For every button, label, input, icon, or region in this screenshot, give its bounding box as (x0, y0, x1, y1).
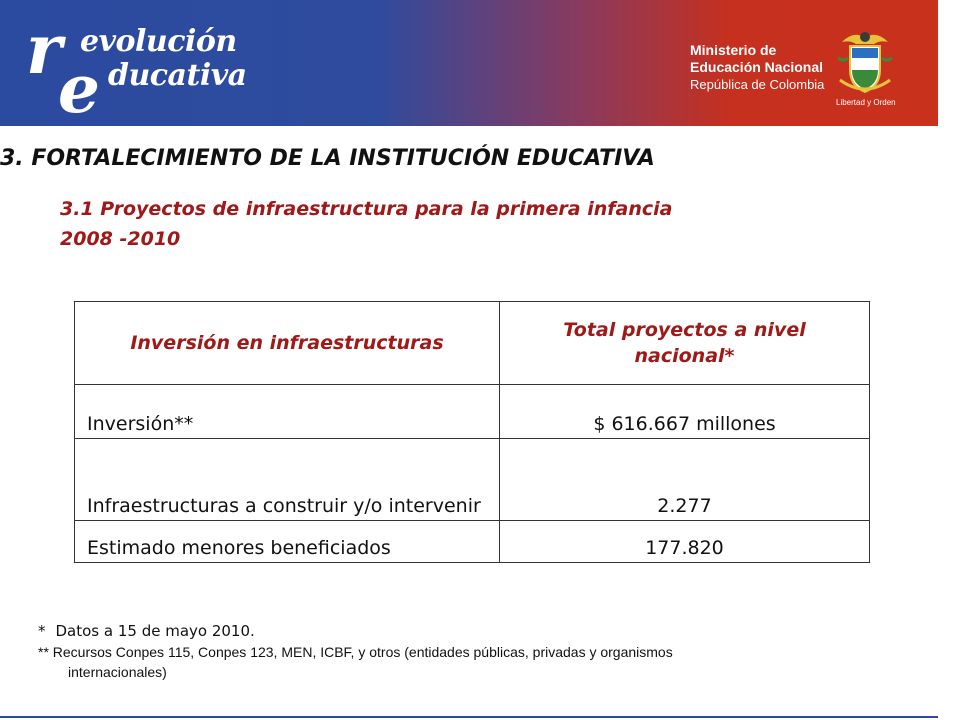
footnote-star: * (38, 622, 46, 640)
subtitle-line-2: 2008 -2010 (60, 228, 181, 250)
ministry-name (690, 42, 824, 93)
row-value: 177.820 (500, 521, 870, 563)
ministry-line-2: Educación Nacional (690, 59, 824, 75)
row-value: $ 616.667 millones (500, 385, 870, 439)
logo-letter-e: e (58, 50, 100, 128)
revolucion-educativa-logo (26, 10, 256, 128)
row-value: 2.277 (500, 439, 870, 521)
ministry-line-1: Ministerio de (690, 42, 777, 58)
bottom-rule (0, 716, 938, 718)
header-national-total: Total proyectos a nivel nacional* (500, 302, 870, 385)
row-label: Estimado menores beneficiados (75, 521, 500, 563)
header-investment: Inversión en infraestructuras (75, 302, 500, 385)
row-label: Infraestructuras a construir y/o intervenir (75, 439, 500, 521)
section-subtitle (60, 194, 860, 254)
table-row (75, 385, 870, 439)
logo-word-educativa: ducativa (108, 58, 247, 93)
footnote-sources (38, 642, 918, 682)
logo-word-revolucion: evolución (80, 24, 237, 59)
row-label: Inversión** (75, 385, 500, 439)
infrastructure-table (74, 301, 870, 563)
table-row (75, 521, 870, 563)
footnotes (38, 620, 918, 682)
ministry-line-3: República de Colombia (690, 77, 825, 92)
table-header-row (75, 302, 870, 385)
coat-of-arms-icon (834, 28, 896, 98)
header-banner (0, 0, 938, 126)
logo-letter-r: r (26, 10, 62, 90)
section-title: 3. FORTALECIMIENTO DE LA INSTITUCIÓN EDUCATIVA (0, 146, 655, 171)
footnote-sources-line-1: ** Recursos Conpes 115, Conpes 123, MEN, ICBF, y otros (entidades públicas, privadas y organismos (38, 644, 673, 660)
table-row (75, 439, 870, 521)
subtitle-line-1: 3.1 Proyectos de infraestructura para la primera infancia (60, 198, 673, 220)
crest-motto: Libertad y Orden (836, 98, 896, 107)
footnote-date-text: Datos a 15 de mayo 2010. (55, 622, 255, 640)
footnote-date (38, 620, 918, 642)
footnote-sources-line-2: internacionales) (68, 664, 167, 680)
right-margin (938, 0, 960, 720)
